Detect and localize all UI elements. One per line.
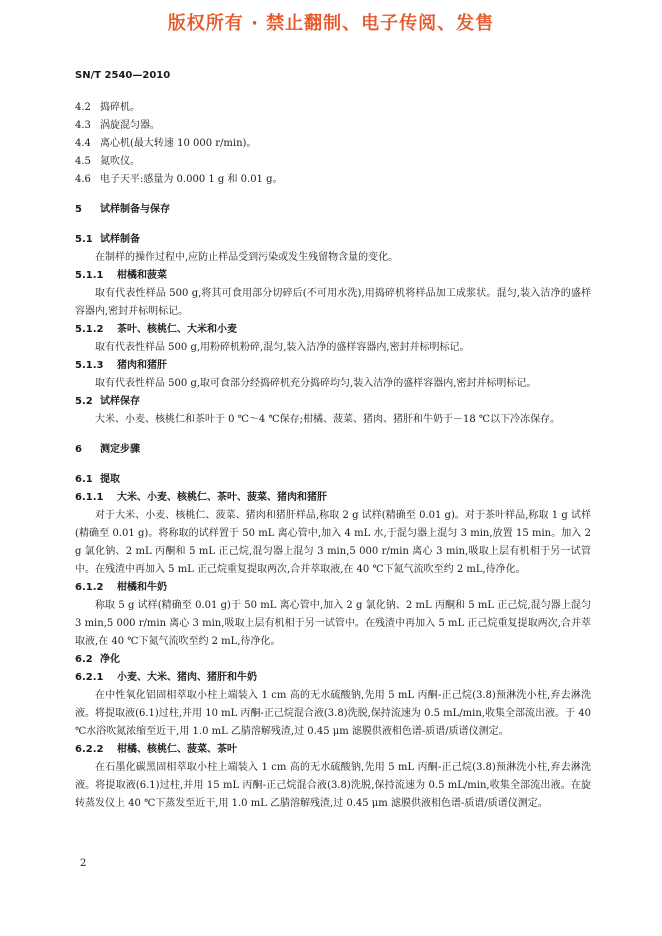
- paragraph: 大米、小麦、核桃仁和茶叶于 0 ℃～4 ℃保存;柑橘、菠菜、猪肉、猪肝和牛奶于－18 ℃以下冷冻保存。: [95, 414, 561, 425]
- subsection-heading: [75, 231, 591, 249]
- clause-title: 大米、小麦、核桃仁、茶叶、菠菜、猪肉和猪肝: [117, 492, 327, 503]
- item-number: 4.5: [75, 156, 91, 167]
- section-title: 试样制备与保存: [100, 204, 170, 215]
- clause-heading: [75, 357, 591, 375]
- subsection-title: 试样保存: [100, 396, 140, 407]
- standard-number: SN/T 2540—2010: [75, 70, 171, 81]
- clause-number: 5.1.2: [75, 324, 104, 335]
- clause-title: 柑橘、核桃仁、菠菜、茶叶: [117, 744, 237, 755]
- item-text: 离心机(最大转速 10 000 r/min)。: [100, 138, 257, 149]
- clause-heading: [75, 579, 591, 597]
- item-number: 4.3: [75, 120, 91, 131]
- list-item: [75, 117, 591, 135]
- clause-heading: [75, 741, 591, 759]
- section-number: 6: [75, 444, 82, 455]
- copyright-banner: 版权所有 · 禁止翻制、电子传阅、发售: [167, 13, 495, 34]
- clause-number: 6.1.2: [75, 582, 104, 593]
- clause-number: 6.2.2: [75, 744, 104, 755]
- item-text: 涡旋混匀器。: [100, 120, 160, 131]
- list-item: [75, 171, 591, 189]
- list-item: [75, 99, 591, 117]
- paragraph: 对于大米、小麦、核桃仁、菠菜、猪肉和猪肝样品,称取 2 g 试样(精确至 0.01 g)。对于茶叶样品,称取 1 g 试样(精确至 0.01 g)。将称取的试样置于 50 mL 离心管中,加入 4 mL 水,于混匀器上混匀 3 min,放置 15 min。加入 2 g 氯化钠、2 mL 丙酮和 5 mL 正己烷,混匀器上混匀 3 min,5 000 r/min 离心 3 min,吸取上层有机相于另一试管中。在残渣中再加入 5 mL 正己烷重复提取两次,合并萃取液,在 40 ℃下氮气流吹至约 2 mL,待净化。: [75, 510, 591, 575]
- clause-heading: [75, 321, 591, 339]
- subsection-heading: [75, 651, 591, 669]
- item-text: 捣碎机。: [100, 102, 140, 113]
- clause-number: 5.1.3: [75, 360, 104, 371]
- section-number: 5: [75, 204, 82, 215]
- item-text: 氮吹仪。: [100, 156, 140, 167]
- paragraph: 在中性氧化铝固相萃取小柱上端装入 1 cm 高的无水硫酸钠,先用 5 mL 丙酮-正己烷(3.8)预淋洗小柱,弃去淋洗液。将提取液(6.1)过柱,并用 10 mL 丙酮-正己烷混合液(3.8)洗脱,保持流速为 0.5 mL/min,收集全部流出液。于 40 ℃水浴吹氮浓缩至近干,用 1.0 mL 乙腈溶解残渣,过 0.45 μm 滤膜供液相色谱-质谱/质谱仪测定。: [75, 690, 591, 737]
- subsection-title: 提取: [100, 474, 120, 485]
- clause-title: 猪肉和猪肝: [117, 360, 167, 371]
- document-body: [75, 99, 591, 813]
- subsection-title: 净化: [100, 654, 120, 665]
- clause-heading: [75, 669, 591, 687]
- clause-number: 6.1.1: [75, 492, 104, 503]
- list-item: [75, 135, 591, 153]
- list-item: [75, 153, 591, 171]
- section-title: 测定步骤: [100, 444, 140, 455]
- item-text: 电子天平:感量为 0.000 1 g 和 0.01 g。: [100, 174, 283, 185]
- subsection-heading: [75, 393, 591, 411]
- clause-title: 茶叶、核桃仁、大米和小麦: [117, 324, 237, 335]
- section-heading: [75, 201, 591, 219]
- subsection-number: 6.1: [75, 474, 93, 485]
- subsection-heading: [75, 471, 591, 489]
- paragraph: 取有代表性样品 500 g,将其可食用部分切碎后(不可用水洗),用捣碎机将样品加工成浆状。混匀,装入洁净的盛样容器内,密封并标明标记。: [75, 288, 591, 317]
- section-heading: [75, 441, 591, 459]
- paragraph: 称取 5 g 试样(精确至 0.01 g)于 50 mL 离心管中,加入 2 g 氯化钠、2 mL 丙酮和 5 mL 正己烷,混匀器上混匀 3 min,5 000 r/min 离心 3 min,吸取上层有机相于另一试管中。在残渣中再加入 5 mL 正己烷重复提取两次,合并萃取液,在 40 ℃下氮气流吹至约 2 mL,待净化。: [75, 600, 591, 647]
- clause-heading: [75, 267, 591, 285]
- paragraph: 取有代表性样品 500 g,用粉碎机粉碎,混匀,装入洁净的盛样容器内,密封并标明标记。: [95, 342, 470, 353]
- item-number: 4.2: [75, 102, 91, 113]
- subsection-number: 5.2: [75, 396, 93, 407]
- clause-title: 柑橘和牛奶: [117, 582, 167, 593]
- paragraph: 在石墨化碳黑固相萃取小柱上端装入 1 cm 高的无水硫酸钠,先用 5 mL 丙酮-正己烷(3.8)预淋洗小柱,弃去淋洗液。将提取液(6.1)过柱,并用 15 mL 丙酮-正己烷混合液(3.8)洗脱,保持流速为 0.5 mL/min,收集全部流出液。在旋转蒸发仪上 40 ℃下蒸发至近干,用 1.0 mL 乙腈溶解残渣,过 0.45 μm 滤膜供液相色谱-质谱/质谱仪测定。: [75, 762, 591, 809]
- clause-title: 小麦、大米、猪肉、猪肝和牛奶: [117, 672, 257, 683]
- clause-number: 6.2.1: [75, 672, 104, 683]
- paragraph: 在制样的操作过程中,应防止样品受到污染或发生残留物含量的变化。: [95, 252, 399, 263]
- item-number: 4.6: [75, 174, 91, 185]
- item-number: 4.4: [75, 138, 91, 149]
- clause-number: 5.1.1: [75, 270, 104, 281]
- subsection-title: 试样制备: [100, 234, 140, 245]
- clause-title: 柑橘和菠菜: [117, 270, 167, 281]
- subsection-number: 5.1: [75, 234, 93, 245]
- page-number: 2: [80, 858, 87, 869]
- subsection-number: 6.2: [75, 654, 93, 665]
- paragraph: 取有代表性样品 500 g,取可食部分经捣碎机充分捣碎均匀,装入洁净的盛样容器内,密封并标明标记。: [95, 378, 537, 389]
- clause-heading: [75, 489, 591, 507]
